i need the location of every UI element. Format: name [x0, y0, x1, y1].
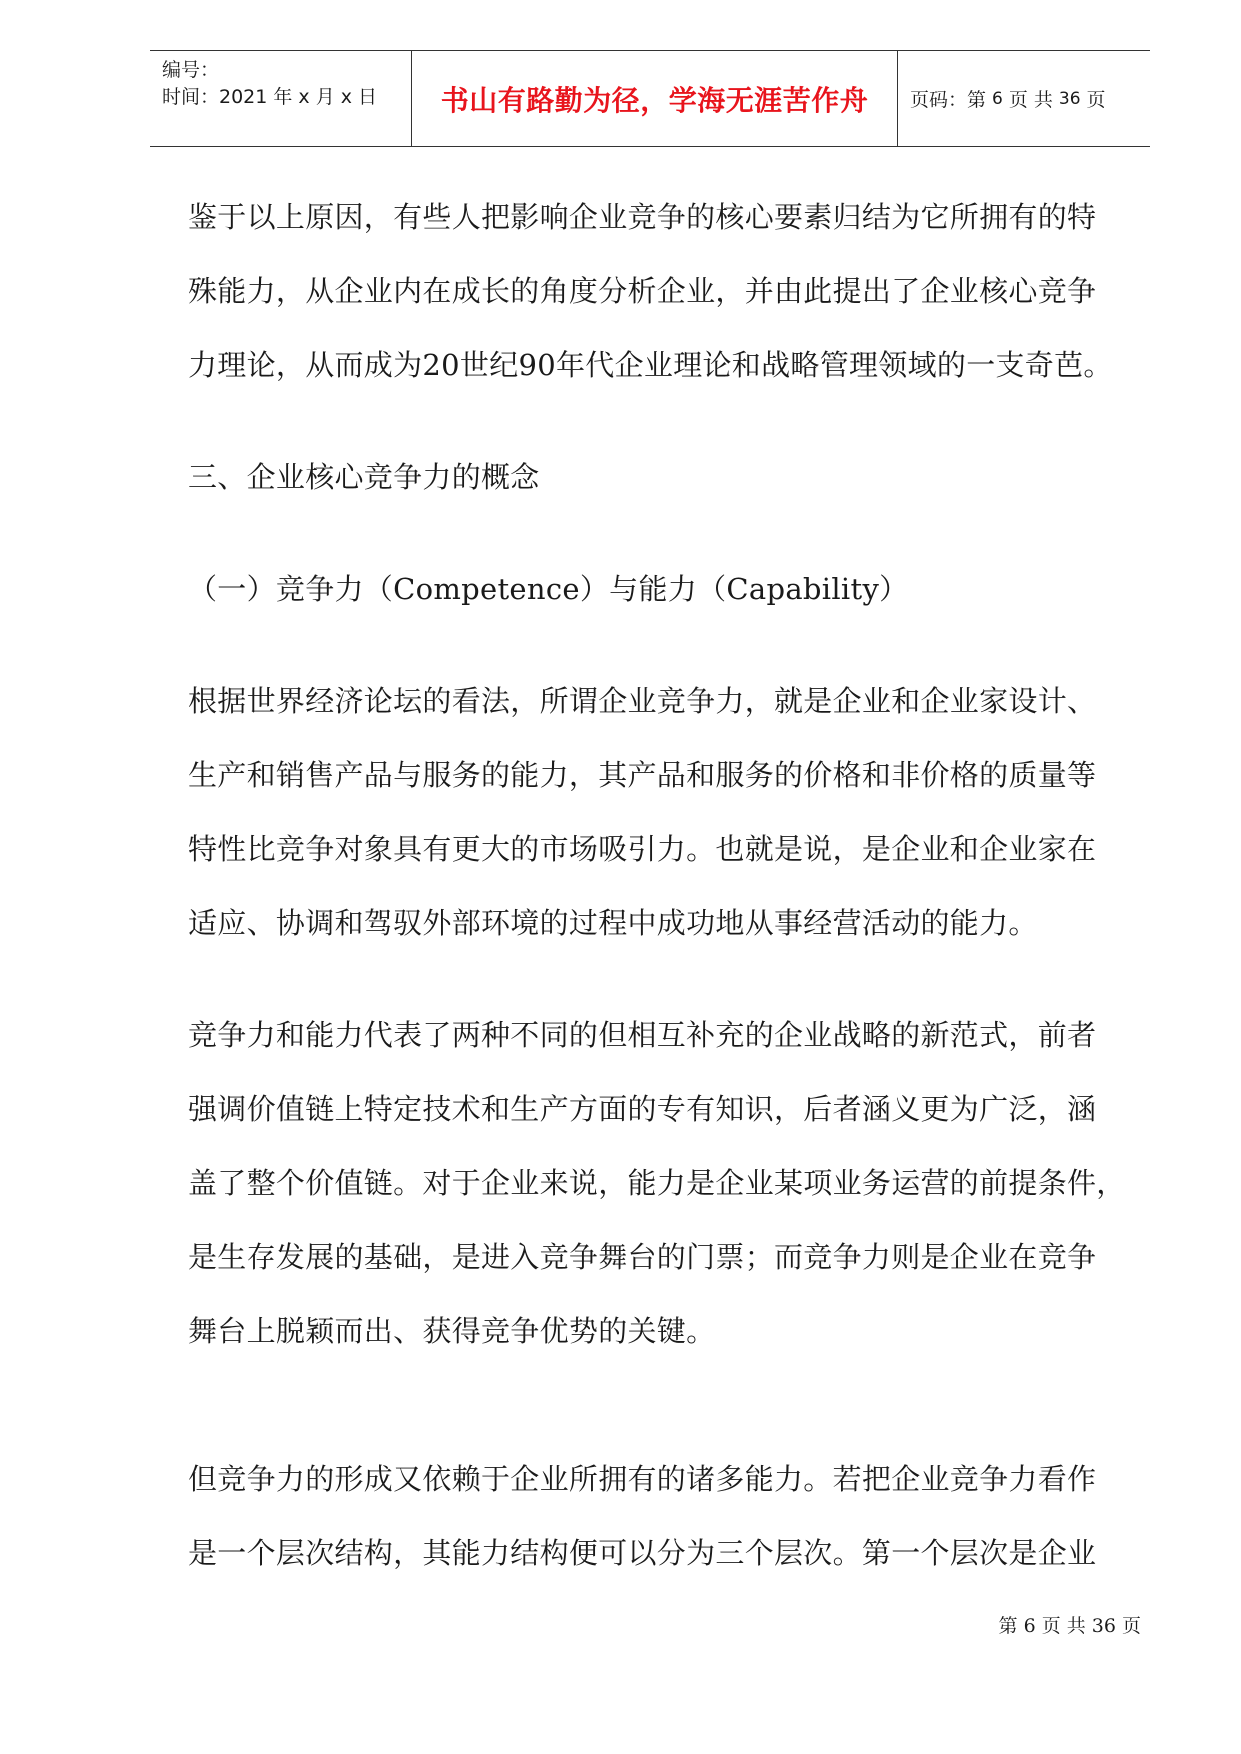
text-line: 盖了整个价值链。对于企业来说，能力是企业某项业务运营的前提条件， — [188, 1166, 1126, 1200]
page-footer: 第 6 页 共 36 页 — [998, 1615, 1141, 1637]
page-mid: 页 共 — [1008, 89, 1053, 111]
page-prefix: 页码：第 — [910, 89, 987, 111]
text-line: 强调价值链上特定技术和生产方面的专有知识，后者涵义更为广泛，涵 — [188, 1092, 1097, 1126]
text-line: 舞台上脱颖而出、获得竞争优势的关键。 — [188, 1314, 716, 1348]
number-label: 编号： — [162, 59, 220, 81]
header-info — [150, 51, 412, 146]
document-body — [188, 180, 1148, 1590]
header-motto: 书山有路勤为径，学海无涯苦作舟 — [412, 51, 898, 146]
page-number: 6 — [992, 88, 1003, 109]
text-line: 鉴于以上原因，有些人把影响企业竞争的核心要素归结为它所拥有的特 — [188, 200, 1097, 234]
text-line: 适应、协调和驾驭外部环境的过程中成功地从事经营活动的能力。 — [188, 906, 1038, 940]
paragraph-3 — [188, 998, 1148, 1368]
subsection-heading: （一）竞争力（Competence）与能力（Capability） — [188, 572, 909, 606]
text-line: 根据世界经济论坛的看法，所谓企业竞争力，就是企业和企业家设计、 — [188, 684, 1097, 718]
text-line: 特性比竞争对象具有更大的市场吸引力。也就是说，是企业和企业家在 — [188, 832, 1097, 866]
text-line: 生产和销售产品与服务的能力，其产品和服务的价格和非价格的质量等 — [188, 758, 1097, 792]
text-line: 是生存发展的基础，是进入竞争舞台的门票；而竞争力则是企业在竞争 — [188, 1240, 1097, 1274]
text-line: 力理论，从而成为20世纪90年代企业理论和战略管理领域的一支奇芭。 — [188, 348, 1113, 382]
text-line: 竞争力和能力代表了两种不同的但相互补充的企业战略的新范式，前者 — [188, 1018, 1097, 1052]
paragraph-1 — [188, 180, 1148, 402]
time-label: 时间：2021 年 x 月 x 日 — [162, 86, 378, 108]
page-total: 36 — [1058, 88, 1081, 109]
header-page-info — [898, 51, 1150, 146]
text-line: 殊能力，从企业内在成长的角度分析企业，并由此提出了企业核心竞争 — [188, 274, 1097, 308]
paragraph-2 — [188, 664, 1148, 960]
text-line: 但竞争力的形成又依赖于企业所拥有的诸多能力。若把企业竞争力看作 — [188, 1462, 1097, 1496]
paragraph-4 — [188, 1442, 1148, 1590]
section-heading: 三、企业核心竞争力的概念 — [188, 460, 540, 494]
text-line: 是一个层次结构，其能力结构便可以分为三个层次。第一个层次是企业 — [188, 1536, 1097, 1570]
page-suffix: 页 — [1086, 89, 1106, 111]
page-header — [150, 50, 1150, 147]
